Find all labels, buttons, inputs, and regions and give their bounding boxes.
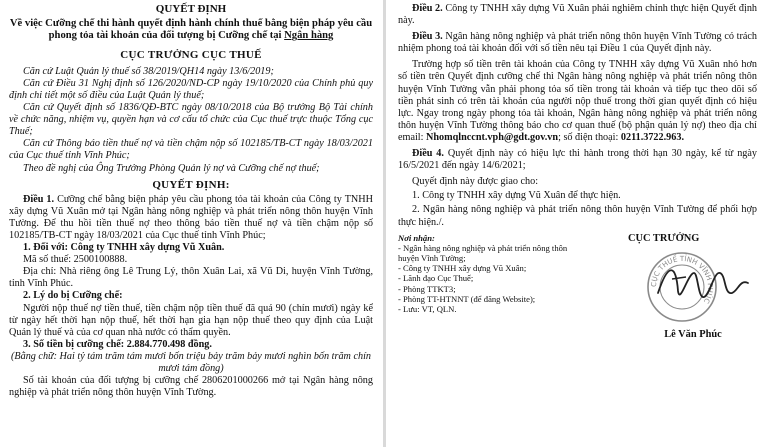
authority-title: CỤC TRƯỞNG CỤC THUẾ xyxy=(120,48,262,61)
official-seal-and-signature xyxy=(628,243,758,327)
item-1-address: Địa chỉ: Nhà riêng ông Lê Trung Lý, thôn Xuân Lai, xã Vũ Di, huyện Vĩnh Tường, tỉnh Vĩnh Phúc. xyxy=(9,266,373,290)
article-1-text: Cưỡng chế bằng biện pháp yêu cầu phong tỏa tài khoản của Công ty TNHH xây dựng Vũ Xuân mở tại Ngân hàng nông nghiệp và phát triển nông thôn huyện Vĩnh Tường. Để thu hồi tiền thuế nợ theo thông báo tiền thuế nợ và tiền chậm nộp số 102185/TB-CT ngày 18/03/2021 của Cục thuế tỉnh Vĩnh Phúc; xyxy=(9,193,373,241)
recipient-2: 2. Ngân hàng nông nghiệp và phát triển nông thôn huyện Vĩnh Tường để phối hợp thực hiện./. xyxy=(398,204,757,228)
seal-inner-ring xyxy=(660,265,704,309)
recipient-list-item: - Phòng TTKT3; xyxy=(398,283,456,294)
article-4-text: Quyết định này có hiệu lực thi hành trong thời hạn 30 ngày, kể từ ngày 16/5/2021 đến ngày 14/6/2021; xyxy=(398,148,757,172)
recipient-1: 1. Công ty TNHH xây dựng Vũ Xuân để thực hiện. xyxy=(412,190,621,202)
item-2-text: Người nộp thuế nợ tiền thuế, tiền chậm nộp tiền thuế đã quá 90 (chín mươi) ngày kể từ ngày hết thời hạn nộp thuế, hết thời hạn gia hạn nộp thuế theo quy định của Luật Quản lý thuế và của cơ quan nhà nước có thẩm quyền. xyxy=(9,302,373,338)
signature-stroke xyxy=(672,277,686,279)
decision-subject-text: Về việc Cưỡng chế thi hành quyết định hành chính thuế bằng biện pháp yêu cầu phong tỏa tài khoản của đối tượng bị Cưỡng chế tại xyxy=(9,18,373,42)
signature-area xyxy=(398,233,757,343)
left-page xyxy=(0,0,381,447)
article-1-label: Điều 1. xyxy=(23,193,55,205)
sent-to-label: Quyết định này được giao cho: xyxy=(412,176,539,188)
contact-email: Nhomqlnccnt.vph@gdt.gov.vn xyxy=(426,131,559,143)
legal-basis-item: Căn cứ Luật Quản lý thuế số 38/2019/QH14 ngày 13/6/2019; xyxy=(23,65,274,77)
legal-basis-item: Căn cứ Quyết định số 1836/QĐ-BTC ngày 08/10/2018 của Bộ trưởng Bộ Tài chính về chức năng, nhiệm vụ, quyền hạn và cơ cấu tổ chức của Cục thuế trực thuộc Tổng cục Thuế; xyxy=(9,102,373,138)
article-3-paragraph-text: Trường hợp số tiền trên tài khoản của Công ty TNHH xây dựng Vũ Xuân nhỏ hơn số tiền trên Quyết định cưỡng chế thì Ngân hàng nông nghiệp và phát triển nông thôn huyện Vĩnh Tường vẫn phải phong tỏa số tiền trong tài khoản và tiếp tục theo dõi số tiền phát sinh có trên tài khoản của người nộp thuế trong thời gian quyết định có hiệu lực. Ngay trong ngày phong tỏa tài khoản, Ngân hàng nông nghiệp và phát triển nông thôn huyện Vĩnh Tường thông báo cho cơ quan thuế (bộ phận quản lý nợ) theo địa chỉ email: xyxy=(398,59,757,143)
seal-outer-ring xyxy=(648,253,716,321)
signer-title: CỤC TRƯỞNG xyxy=(628,232,700,244)
noi-nhan-label: Nơi nhận: xyxy=(398,232,435,243)
decides-heading: QUYẾT ĐỊNH: xyxy=(152,178,230,191)
item-1: 1. Đối với: Công ty TNHH xây dựng Vũ Xuân. xyxy=(23,242,225,254)
article-1 xyxy=(9,194,373,242)
recipient-list-item: - Lãnh đạo Cục Thuế; xyxy=(398,273,474,284)
legal-basis-item: Căn cứ Điều 31 Nghị định số 126/2020/ND-CP ngày 19/10/2020 của Chính phủ quy định chi tiết một số điều của Luật Quản lý thuế; xyxy=(9,77,373,101)
signature-block xyxy=(628,232,758,340)
article-2-label: Điều 2. xyxy=(412,3,443,14)
item-3-amount-words: (Bằng chữ: Hai tỷ tám trăm tám mươi bốn triệu bảy trăm bảy mươi nghìn bốn trăm chín mươi tám đồng) xyxy=(10,350,372,374)
decision-header: QUYẾT ĐỊNH xyxy=(155,3,227,15)
legal-basis-item: Theo đề nghị của Ông Trưởng Phòng Quản lý nợ và Cưỡng chế nợ thuế; xyxy=(23,162,320,174)
article-3-paragraph xyxy=(398,59,757,144)
article-3-label: Điều 3. xyxy=(412,31,443,43)
article-2 xyxy=(398,3,757,27)
article-3-text: Ngân hàng nông nghiệp và phát triển nông thôn huyện Vĩnh Tường có trách nhiệm phong toả tài khoản đối với số tiền nêu tại Điều 1 của Quyết định này. xyxy=(398,31,758,55)
contact-phone: 0211.3722.963. xyxy=(620,131,684,143)
account-text: Số tài khoản của đối tượng bị cưỡng chế 2806201000266 mở tại Ngân hàng nông nghiệp và phát triển nông thôn huyện Vĩnh Tường. xyxy=(9,375,373,399)
article-2-text: Công ty TNHH xây dựng Vũ Xuân phải nghiêm chỉnh thực hiện Quyết định này. xyxy=(398,3,758,27)
right-page xyxy=(388,0,765,447)
article-3 xyxy=(398,31,757,55)
decision-subject-bank: Ngân hàng xyxy=(284,30,334,42)
decision-subject xyxy=(9,18,373,43)
page-divider xyxy=(383,0,386,447)
seal-text: CỤC THUẾ TỈNH VĨNH PHÚC xyxy=(649,254,715,305)
item-2: 2. Lý do bị Cưỡng chế: xyxy=(23,290,123,302)
item-1-tax-code: Mã số thuế: 2500100888. xyxy=(23,254,128,266)
article-4 xyxy=(398,148,757,172)
recipient-list-item: - Lưu: VT, QLN. xyxy=(398,304,457,315)
recipients-list xyxy=(398,233,568,315)
article-4-label: Điều 4. xyxy=(412,148,444,160)
recipient-list-item: - Phòng TT-HTNNT (để đăng Website); xyxy=(398,293,536,304)
legal-basis-item: Căn cứ Thông báo tiền thuế nợ và tiền chậm nộp số 102185/TB-CT ngày 18/03/2021 của Cục thuế tỉnh Vĩnh Phúc; xyxy=(9,138,373,162)
phone-label: ; số điện thoại: xyxy=(558,131,619,143)
recipient-list-item: - Ngân hàng nông nghiệp và phát triển nông thôn huyện Vĩnh Tường; xyxy=(398,242,568,263)
signer-name: Lê Văn Phúc xyxy=(664,328,722,340)
item-3: 3. Số tiền bị cưỡng chế: 2.884.770.498 đồng. xyxy=(23,338,212,350)
legal-bases xyxy=(9,66,373,175)
recipient-list-item: - Công ty TNHH xây dựng Vũ Xuân; xyxy=(398,263,527,274)
